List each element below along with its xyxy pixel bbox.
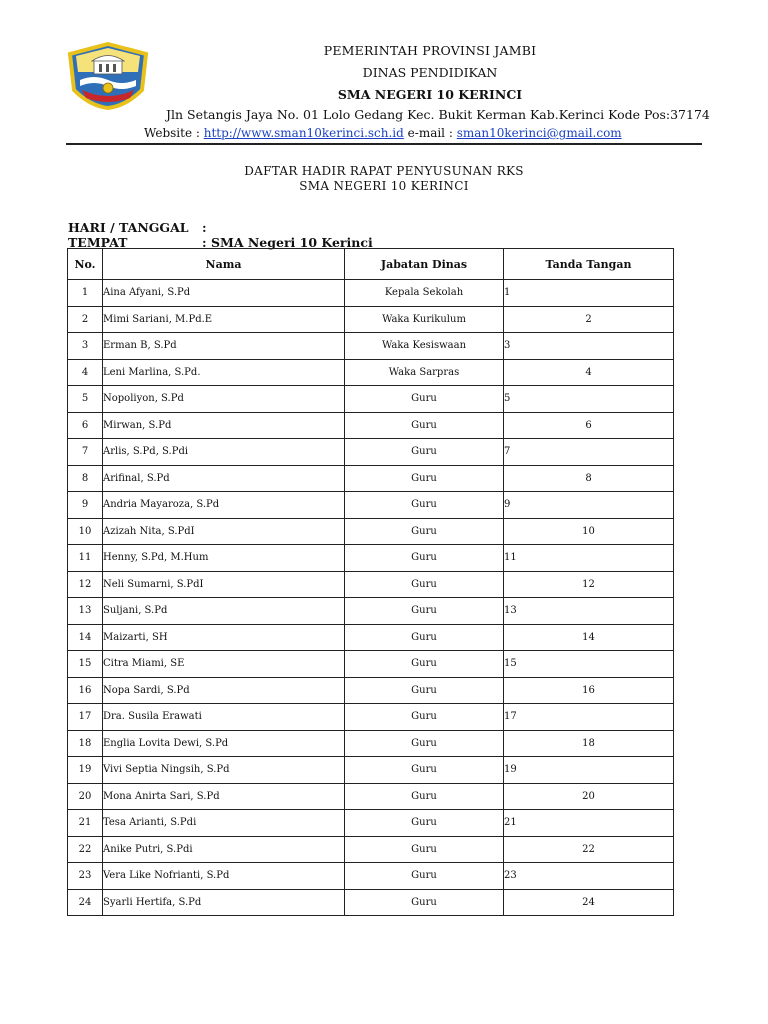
row-nama: Vivi Septia Ningsih, S.Pd xyxy=(103,757,345,784)
row-jabatan: Guru xyxy=(345,704,504,731)
row-no: 10 xyxy=(68,518,103,545)
header-divider xyxy=(66,143,702,145)
header-no: No. xyxy=(68,249,103,280)
place-value: : SMA Negeri 10 Kerinci xyxy=(202,235,373,250)
row-nama: Erman B, S.Pd xyxy=(103,333,345,360)
row-no: 12 xyxy=(68,571,103,598)
row-nama: Suljani, S.Pd xyxy=(103,598,345,625)
row-nama: Mona Anirta Sari, S.Pd xyxy=(103,783,345,810)
row-tanda-tangan[interactable]: 4 xyxy=(504,359,674,386)
row-tanda-tangan[interactable]: 5 xyxy=(504,386,674,413)
row-jabatan: Guru xyxy=(345,439,504,466)
row-nama: Vera Like Nofrianti, S.Pd xyxy=(103,863,345,890)
row-nama: Aina Afyani, S.Pd xyxy=(103,280,345,307)
row-nama: Dra. Susila Erawati xyxy=(103,704,345,731)
row-no: 23 xyxy=(68,863,103,890)
row-tanda-tangan[interactable]: 8 xyxy=(504,465,674,492)
row-nama: Nopa Sardi, S.Pd xyxy=(103,677,345,704)
row-tanda-tangan[interactable]: 17 xyxy=(504,704,674,731)
row-jabatan: Guru xyxy=(345,783,504,810)
row-no: 18 xyxy=(68,730,103,757)
row-jabatan: Guru xyxy=(345,889,504,916)
header-jabatan: Jabatan Dinas xyxy=(345,249,504,280)
row-no: 15 xyxy=(68,651,103,678)
row-nama: Arlis, S.Pd, S.Pdi xyxy=(103,439,345,466)
row-tanda-tangan[interactable]: 18 xyxy=(504,730,674,757)
row-no: 19 xyxy=(68,757,103,784)
place-label: TEMPAT xyxy=(68,235,128,250)
row-no: 14 xyxy=(68,624,103,651)
table-row xyxy=(68,704,674,731)
table-row xyxy=(68,783,674,810)
header-address: Jln Setangis Jaya No. 01 Lolo Gedang Kec. Bukit Kerman Kab.Kerinci Kode Pos:37174 xyxy=(166,107,710,122)
row-no: 24 xyxy=(68,889,103,916)
row-nama: Englia Lovita Dewi, S.Pd xyxy=(103,730,345,757)
row-no: 11 xyxy=(68,545,103,572)
document-title: DAFTAR HADIR RAPAT PENYUSUNAN RKS xyxy=(244,164,524,178)
row-jabatan: Guru xyxy=(345,810,504,837)
table-row xyxy=(68,863,674,890)
table-row xyxy=(68,730,674,757)
table-row xyxy=(68,492,674,519)
row-no: 13 xyxy=(68,598,103,625)
row-tanda-tangan[interactable]: 10 xyxy=(504,518,674,545)
table-row xyxy=(68,465,674,492)
row-tanda-tangan[interactable]: 16 xyxy=(504,677,674,704)
email-label: e-mail : xyxy=(407,126,453,140)
table-row xyxy=(68,810,674,837)
row-tanda-tangan[interactable]: 22 xyxy=(504,836,674,863)
table-row xyxy=(68,280,674,307)
row-tanda-tangan[interactable]: 20 xyxy=(504,783,674,810)
table-row xyxy=(68,571,674,598)
header-government: PEMERINTAH PROVINSI JAMBI xyxy=(323,43,537,58)
row-jabatan: Guru xyxy=(345,492,504,519)
row-no: 22 xyxy=(68,836,103,863)
row-jabatan: Waka Kurikulum xyxy=(345,306,504,333)
header-contact xyxy=(144,126,622,140)
header-school: SMA NEGERI 10 KERINCI xyxy=(337,87,523,102)
table-row xyxy=(68,386,674,413)
row-tanda-tangan[interactable]: 9 xyxy=(504,492,674,519)
table-row xyxy=(68,518,674,545)
row-nama: Maizarti, SH xyxy=(103,624,345,651)
attendance-table xyxy=(67,248,674,916)
table-row xyxy=(68,598,674,625)
website-label: Website : xyxy=(144,126,200,140)
row-nama: Citra Miami, SE xyxy=(103,651,345,678)
row-tanda-tangan[interactable]: 14 xyxy=(504,624,674,651)
row-jabatan: Waka Sarpras xyxy=(345,359,504,386)
row-nama: Mirwan, S.Pd xyxy=(103,412,345,439)
row-nama: Andria Mayaroza, S.Pd xyxy=(103,492,345,519)
table-row xyxy=(68,624,674,651)
date-value: : xyxy=(202,220,207,235)
row-jabatan: Guru xyxy=(345,677,504,704)
row-nama: Mimi Sariani, M.Pd.E xyxy=(103,306,345,333)
row-no: 7 xyxy=(68,439,103,466)
website-link[interactable]: http://www.sman10kerinci.sch.id xyxy=(203,126,404,140)
row-no: 9 xyxy=(68,492,103,519)
row-tanda-tangan[interactable]: 1 xyxy=(504,280,674,307)
row-nama: Tesa Arianti, S.Pdi xyxy=(103,810,345,837)
row-no: 8 xyxy=(68,465,103,492)
row-jabatan: Guru xyxy=(345,598,504,625)
document-subtitle: SMA NEGERI 10 KERINCI xyxy=(299,179,469,193)
row-tanda-tangan[interactable]: 23 xyxy=(504,863,674,890)
table-row xyxy=(68,359,674,386)
row-tanda-tangan[interactable]: 13 xyxy=(504,598,674,625)
table-row xyxy=(68,439,674,466)
row-tanda-tangan[interactable]: 12 xyxy=(504,571,674,598)
row-jabatan: Guru xyxy=(345,836,504,863)
row-nama: Leni Marlina, S.Pd. xyxy=(103,359,345,386)
row-jabatan: Guru xyxy=(345,651,504,678)
row-no: 4 xyxy=(68,359,103,386)
row-jabatan: Waka Kesiswaan xyxy=(345,333,504,360)
header-nama: Nama xyxy=(103,249,345,280)
row-no: 5 xyxy=(68,386,103,413)
row-nama: Nopoliyon, S.Pd xyxy=(103,386,345,413)
row-nama: Anike Putri, S.Pdi xyxy=(103,836,345,863)
row-no: 6 xyxy=(68,412,103,439)
row-nama: Arifinal, S.Pd xyxy=(103,465,345,492)
header-office: DINAS PENDIDIKAN xyxy=(362,65,498,80)
row-jabatan: Kepala Sekolah xyxy=(345,280,504,307)
row-no: 3 xyxy=(68,333,103,360)
row-tanda-tangan[interactable]: 24 xyxy=(504,889,674,916)
table-row xyxy=(68,333,674,360)
row-no: 17 xyxy=(68,704,103,731)
row-jabatan: Guru xyxy=(345,624,504,651)
row-tanda-tangan[interactable]: 15 xyxy=(504,651,674,678)
row-jabatan: Guru xyxy=(345,412,504,439)
row-tanda-tangan[interactable]: 2 xyxy=(504,306,674,333)
row-tanda-tangan[interactable]: 7 xyxy=(504,439,674,466)
row-jabatan: Guru xyxy=(345,518,504,545)
table-row xyxy=(68,545,674,572)
table-row xyxy=(68,412,674,439)
row-nama: Henny, S.Pd, M.Hum xyxy=(103,545,345,572)
jambi-emblem-logo xyxy=(66,42,150,110)
row-jabatan: Guru xyxy=(345,545,504,572)
row-tanda-tangan[interactable]: 21 xyxy=(504,810,674,837)
row-jabatan: Guru xyxy=(345,730,504,757)
row-nama: Azizah Nita, S.PdI xyxy=(103,518,345,545)
row-no: 21 xyxy=(68,810,103,837)
email-link[interactable]: sman10kerinci@gmail.com xyxy=(456,126,622,140)
table-row xyxy=(68,677,674,704)
row-no: 20 xyxy=(68,783,103,810)
row-jabatan: Guru xyxy=(345,571,504,598)
row-jabatan: Guru xyxy=(345,757,504,784)
row-no: 16 xyxy=(68,677,103,704)
row-jabatan: Guru xyxy=(345,386,504,413)
row-tanda-tangan[interactable]: 6 xyxy=(504,412,674,439)
row-tanda-tangan[interactable]: 19 xyxy=(504,757,674,784)
table-row xyxy=(68,889,674,916)
row-jabatan: Guru xyxy=(345,863,504,890)
table-row xyxy=(68,757,674,784)
row-jabatan: Guru xyxy=(345,465,504,492)
table-header-row xyxy=(68,249,674,280)
row-no: 2 xyxy=(68,306,103,333)
row-tanda-tangan[interactable]: 11 xyxy=(504,545,674,572)
header-tanda-tangan: Tanda Tangan xyxy=(504,249,674,280)
row-nama: Syarli Hertifa, S.Pd xyxy=(103,889,345,916)
row-no: 1 xyxy=(68,280,103,307)
table-row xyxy=(68,836,674,863)
date-label: HARI / TANGGAL xyxy=(68,220,189,235)
table-row xyxy=(68,651,674,678)
row-nama: Neli Sumarni, S.PdI xyxy=(103,571,345,598)
row-tanda-tangan[interactable]: 3 xyxy=(504,333,674,360)
table-row xyxy=(68,306,674,333)
date-row xyxy=(68,220,207,235)
